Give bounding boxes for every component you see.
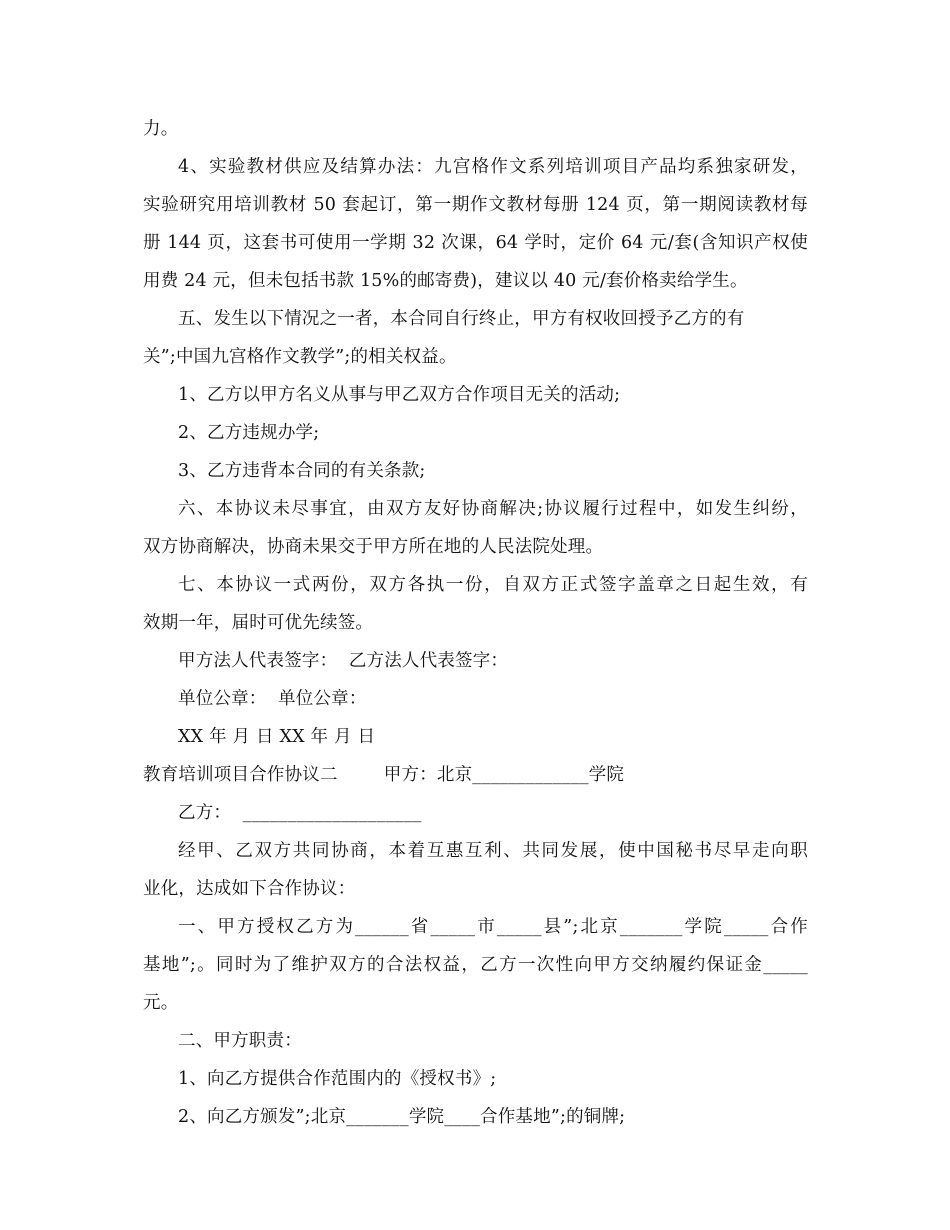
- text-line: 1、乙方以甲方名义从事与甲乙双方合作项目无关的活动;: [178, 385, 621, 405]
- text-line: 基地”;。同时为了维护双方的合法权益，乙方一次性向甲方交纳履约保证金_____: [143, 955, 808, 975]
- text-line: 3、乙方违背本合同的有关条款;: [178, 461, 426, 481]
- section-heading: 二、甲方职责：: [178, 1031, 302, 1051]
- text-line: 用费 24 元，但未包括书款 15%的邮寄费)，建议以 40 元/套价格卖给学生。: [143, 271, 748, 291]
- text-line: 4、实验教材供应及结算办法：九宫格作文系列培训项目产品均系独家研发，: [178, 157, 808, 177]
- text-line: 力。: [143, 119, 179, 139]
- signature-line: 甲方法人代表签字： 乙方法人代表签字：: [178, 651, 509, 671]
- text-line: 五、发生以下情况之一者，本合同自行终止，甲方有权收回授予乙方的有: [178, 309, 745, 329]
- text-line: 经甲、乙双方共同协商，本着互惠互利、共同发展，使中国秘书尽早走向职: [178, 841, 808, 861]
- seal-line: 单位公章： 单位公章：: [178, 689, 367, 709]
- party-b-line: 乙方： ____________________: [178, 803, 422, 823]
- text-line: 实验研究用培训教材 50 套起订，第一期作文教材每册 124 页，第一期阅读教材每: [143, 195, 808, 215]
- text-line: 一、甲方授权乙方为______省_____市_____县”;北京_______学院_____合作: [178, 917, 808, 937]
- text-line: 2、乙方违规办学;: [178, 423, 320, 443]
- text-line: 关”;中国九宫格作文教学”;的相关权益。: [143, 347, 457, 367]
- text-line: 七、本协议一式两份，双方各执一份，自双方正式签字盖章之日起生效，有: [178, 575, 808, 595]
- text-line: 册 144 页，这套书可使用一学期 32 次课，64 学时，定价 64 元/套(含知识产权使: [143, 233, 808, 253]
- text-line: 元。: [143, 993, 179, 1013]
- date-line: XX 年 月 日 XX 年 月 日: [178, 727, 376, 747]
- text-line: 双方协商解决，协商未果交于甲方所在地的人民法院处理。: [143, 537, 604, 557]
- text-line: 效期一年，届时可优先续签。: [143, 613, 374, 633]
- text-line: 1、向乙方提供合作范围内的《授权书》;: [178, 1069, 497, 1089]
- text-line: 六、本协议未尽事宜，由双方友好协商解决;协议履行过程中，如发生纠纷，: [178, 499, 808, 519]
- text-line: 2、向乙方颁发”;北京_______学院____合作基地”;的铜牌;: [178, 1107, 626, 1127]
- text-line: 业化，达成如下合作协议：: [143, 879, 356, 899]
- agreement-title-line: 教育培训项目合作协议二 甲方：北京_____________学院: [143, 765, 625, 785]
